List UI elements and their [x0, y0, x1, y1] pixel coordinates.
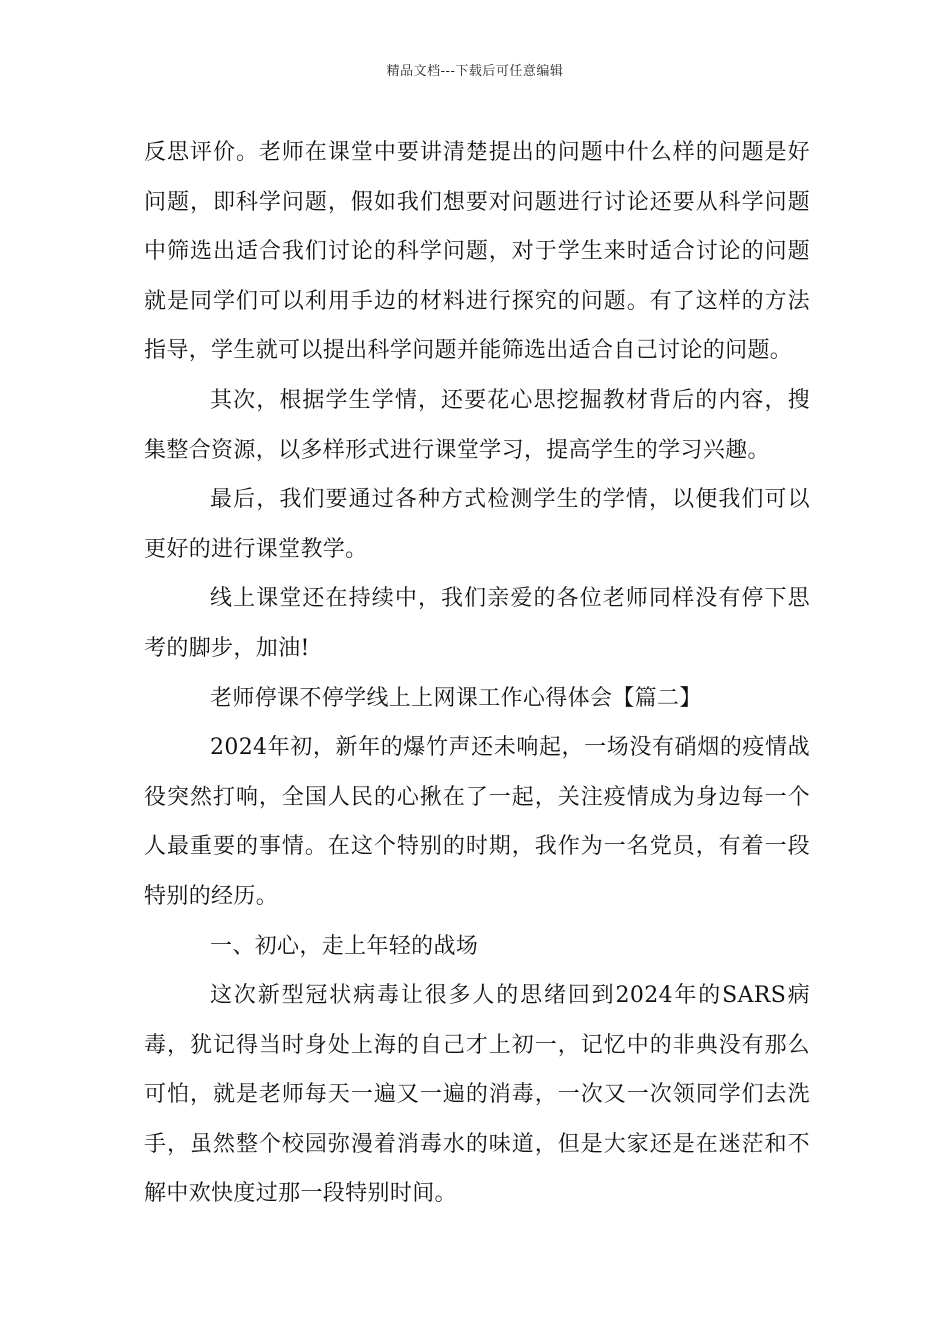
- subheading: 一、初心，走上年轻的战场: [210, 933, 479, 959]
- paragraph: 2024年初，新年的爆竹声还未响起，一场没有硝烟的疫情战役突然打响，全国人民的心揪在了一起，关注疫情成为身边每一个人最重要的事情。在这个特别的时期，我作为一名党员，有着一段特别的经历。: [144, 735, 810, 909]
- paragraph: 反思评价。老师在课堂中要讲清楚提出的问题中什么样的问题是好问题，即科学问题，假如我们想要对问题进行讨论还要从科学问题中筛选出适合我们讨论的科学问题，对于学生来时适合讨论的问题就是同学们可以利用手边的材料进行探究的问题。有了这样的方法指导，学生就可以提出科学问题并能筛选出适合自己讨论的问题。: [144, 140, 810, 364]
- paragraph: 其次，根据学生学情，还要花心思挖掘教材背后的内容，搜集整合资源，以多样形式进行课堂学习，提高学生的学习兴趣。: [144, 387, 810, 463]
- document-body: [144, 128, 810, 1219]
- page-header: 精品文档---下载后可任意编辑: [386, 64, 564, 79]
- paragraph: 这次新型冠状病毒让很多人的思绪回到2024年的SARS病毒，犹记得当时身处上海的自己才上初一，记忆中的非典没有那么可怕，就是老师每天一遍又一遍的消毒，一次又一次领同学们去洗手，虽然整个校园弥漫着消毒水的味道，但是大家还是在迷茫和不解中欢快度过那一段特别时间。: [144, 983, 810, 1207]
- section-title: 老师停课不停学线上上网课工作心得体会【篇二】: [210, 685, 702, 711]
- paragraph: 最后，我们要通过各种方式检测学生的学情，以便我们可以更好的进行课堂教学。: [144, 487, 810, 562]
- paragraph: 线上课堂还在持续中，我们亲爱的各位老师同样没有停下思考的脚步，加油!: [144, 586, 810, 661]
